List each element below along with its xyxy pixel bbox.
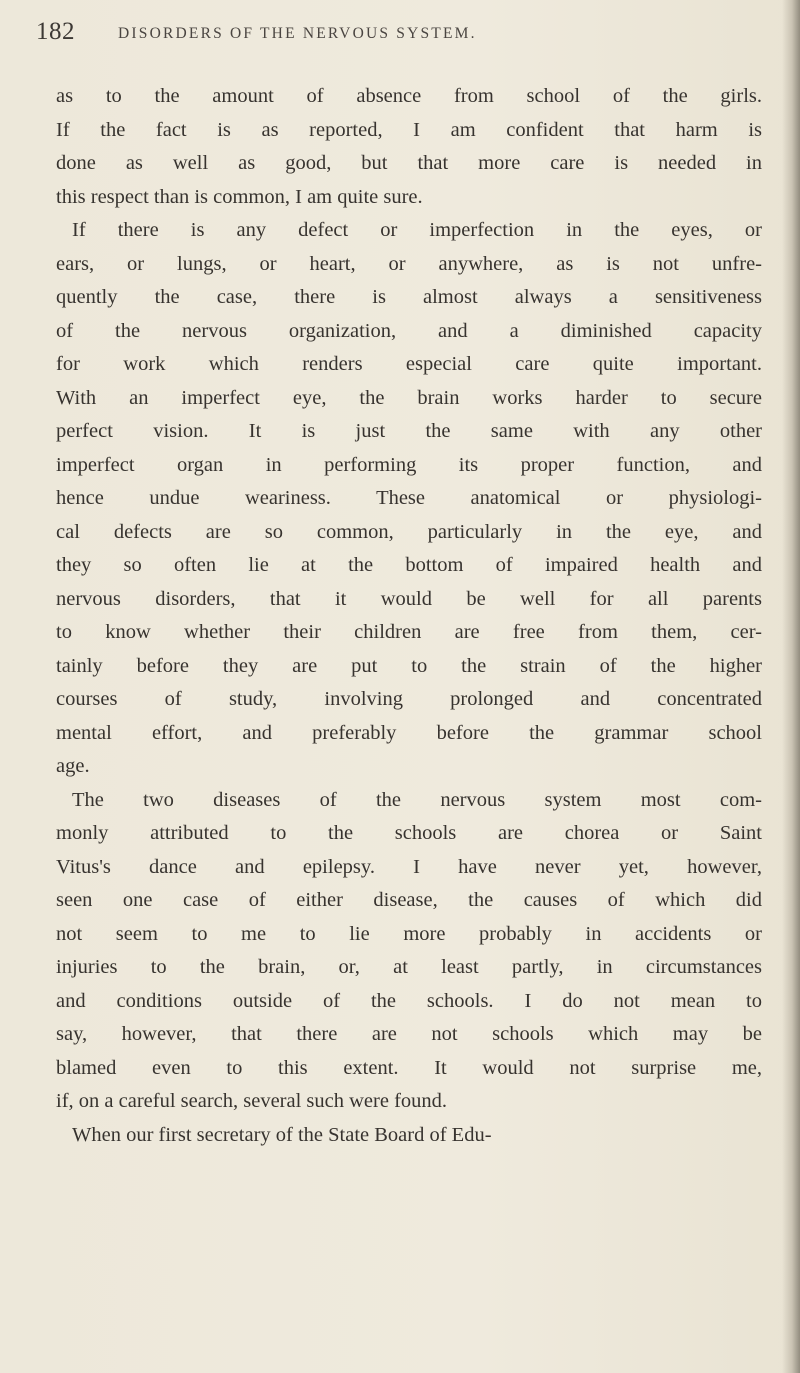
text-line: done as well as good, but that more care is needed in [56, 152, 762, 174]
text-line: blamed even to this extent. It would not surprise me, [56, 1056, 762, 1079]
page-edge-shadow [782, 0, 800, 1373]
text-line: cal defects are so common, particularly in the eye, and [56, 520, 762, 543]
text-line: perfect vision. It is just the same with any other [56, 420, 762, 442]
text-line: if, on a careful search, several such were found. [56, 1090, 448, 1112]
text-line: say, however, that there are not schools which may be [56, 1023, 762, 1045]
running-head: DISORDERS OF THE NERVOUS SYSTEM. [118, 25, 477, 42]
text-line: monly attributed to the schools are chorea or Saint [56, 822, 762, 844]
text-line: If the fact is as reported, I am confident that harm is [56, 118, 762, 141]
text-line: courses of study, involving prolonged and concentrated [56, 688, 762, 710]
text-line: If there is any defect or imperfection in the eyes, or [72, 219, 762, 241]
text-line: imperfect organ in performing its proper function, and [56, 453, 762, 476]
text-line: ears, or lungs, or heart, or anywhere, as is not unfre- [56, 252, 762, 275]
text-line: The two diseases of the nervous system most com- [72, 788, 762, 811]
text-line: as to the amount of absence from school of the girls. [56, 85, 762, 107]
text-line: seen one case of either disease, the causes of which did [56, 889, 762, 911]
text-line: mental effort, and preferably before the grammar school [56, 721, 762, 744]
text-line: With an imperfect eye, the brain works harder to secure [56, 386, 762, 409]
text-line: of the nervous organization, and a diminished capacity [56, 319, 762, 342]
text-line: injuries to the brain, or, at least partly, in circumstances [56, 956, 762, 978]
text-line: tainly before they are put to the strain of the higher [56, 654, 762, 677]
text-line: this respect than is common, I am quite sure. [56, 185, 423, 208]
text-line: not seem to me to lie more probably in accidents or [56, 922, 762, 945]
text-line: for work which renders especial care quite important. [56, 353, 762, 375]
text-line: and conditions outside of the schools. I do not mean to [56, 989, 762, 1012]
page-number: 182 [36, 18, 75, 45]
text-line: hence undue weariness. These anatomical or physiologi- [56, 487, 762, 509]
text-line: When our first secretary of the State Board of Edu- [72, 1123, 492, 1146]
body-text [56, 80, 762, 1152]
text-line: they so often lie at the bottom of impaired health and [56, 554, 762, 576]
text-line: to know whether their children are free from them, cer- [56, 621, 762, 643]
page-header [36, 18, 736, 58]
text-line: nervous disorders, that it would be well for all parents [56, 587, 762, 610]
text-line: quently the case, there is almost always a sensitiveness [56, 286, 762, 308]
text-line: age. [56, 755, 90, 777]
text-line: Vitus's dance and epilepsy. I have never yet, however, [56, 855, 762, 878]
